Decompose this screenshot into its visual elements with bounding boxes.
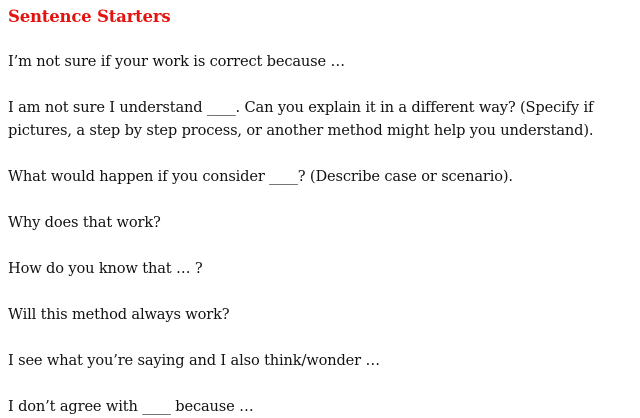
paragraph-gap bbox=[8, 280, 636, 303]
sentence-starter: How do you know that … ? bbox=[8, 260, 203, 277]
paragraph-gap bbox=[8, 326, 636, 349]
document-title: Sentence Starters bbox=[8, 7, 171, 26]
paragraph-gap bbox=[8, 372, 636, 395]
document-page bbox=[8, 6, 636, 418]
paragraph-gap bbox=[8, 234, 636, 257]
sentence-starter: What would happen if you consider ____? (Describe case or scenario). bbox=[8, 168, 513, 185]
sentence-starter: I’m not sure if your work is correct because … bbox=[8, 53, 345, 70]
paragraph-gap bbox=[8, 142, 636, 165]
sentence-starter: I see what you’re saying and I also think/wonder … bbox=[8, 352, 380, 369]
sentence-starter: Will this method always work? bbox=[8, 306, 230, 323]
paragraph-gap bbox=[8, 73, 636, 96]
sentence-starter: Why does that work? bbox=[8, 214, 161, 231]
sentence-starter: I am not sure I understand ____. Can you explain it in a different way? (Specify if pictures, a step by step process, or another method might help you understand). bbox=[8, 99, 594, 139]
sentence-starter: I don’t agree with ____ because … bbox=[8, 398, 254, 415]
paragraph-gap bbox=[8, 188, 636, 211]
